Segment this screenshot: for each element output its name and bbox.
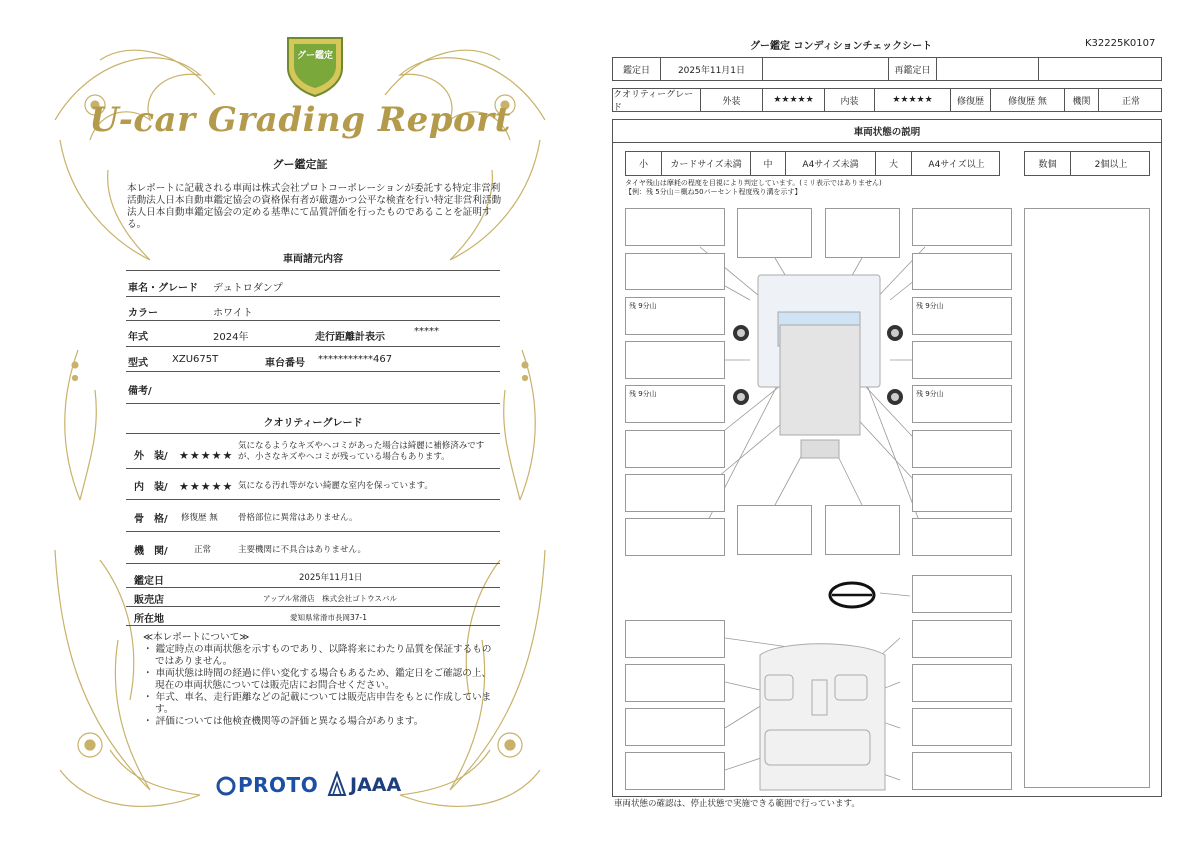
odometer-label: 走行距離計表示 bbox=[315, 332, 385, 343]
legend-count: 数個 bbox=[1025, 152, 1071, 175]
damage-box bbox=[625, 518, 725, 556]
damage-box bbox=[625, 474, 725, 512]
script-title: U-car Grading Report bbox=[89, 100, 511, 140]
dealer-label: 販売店 bbox=[134, 595, 164, 606]
tire-box bbox=[625, 297, 725, 335]
tire-box bbox=[625, 385, 725, 423]
divider bbox=[126, 468, 500, 469]
exterior-stars: ★★★★★ bbox=[179, 449, 234, 462]
damage-box bbox=[912, 430, 1012, 468]
model-value: XZU675T bbox=[172, 354, 219, 365]
exterior-description: 気になるようなキズやヘコミがあった場合は綺麗に補修済みですが、小さなキズやヘコミが残っている場合もあります。 bbox=[238, 441, 485, 462]
damage-box bbox=[912, 518, 1012, 556]
divider bbox=[126, 296, 500, 297]
quality-section-heading: クオリティーグレード bbox=[263, 418, 363, 429]
jaaa-logo-icon bbox=[327, 771, 347, 797]
damage-box bbox=[912, 341, 1012, 379]
certificate-title: グー鑑定証 bbox=[272, 158, 328, 171]
engine-label: 機関 bbox=[1065, 89, 1099, 111]
tire-tread-label: 残 9分山 bbox=[916, 302, 944, 310]
notes-heading: ≪本レポートについて≫ bbox=[143, 632, 250, 643]
divider bbox=[126, 433, 500, 434]
report-notes bbox=[143, 632, 493, 728]
tire-box bbox=[912, 297, 1012, 335]
engine-description: 主要機関に不具合はありません。 bbox=[238, 545, 367, 555]
engine-value: 正常 bbox=[194, 545, 212, 555]
divider bbox=[126, 587, 500, 588]
interior-description: 気になる汚れ等がない綺麗な室内を保っています。 bbox=[238, 481, 433, 491]
name-label: 車名・グレード bbox=[128, 283, 198, 294]
divider bbox=[126, 270, 500, 271]
divider bbox=[126, 403, 500, 404]
interior-box bbox=[912, 664, 1012, 702]
year-label: 年式 bbox=[128, 332, 148, 343]
history-label: 修復歴 bbox=[951, 89, 991, 111]
tread-note-line: タイヤ残山は摩耗の程度を目視により判定しています。(ミリ表示ではありません) bbox=[625, 179, 882, 187]
re-date-label: 再鑑定日 bbox=[889, 58, 937, 80]
condition-check-sheet bbox=[600, 0, 1200, 848]
interior-box bbox=[912, 708, 1012, 746]
damage-box bbox=[625, 253, 725, 290]
interior-box bbox=[625, 664, 725, 702]
divider bbox=[126, 531, 500, 532]
legend-small-desc: カードサイズ未満 bbox=[662, 152, 751, 175]
damage-box bbox=[737, 208, 812, 258]
damage-box bbox=[625, 430, 725, 468]
exterior-stars: ★★★★★ bbox=[763, 89, 825, 111]
damage-box bbox=[912, 208, 1012, 246]
divider bbox=[126, 346, 500, 347]
damage-box bbox=[625, 208, 725, 246]
odometer-value: ***** bbox=[414, 326, 439, 337]
tread-note-line: 【例：残 5分山＝概ね50パーセント程度残り溝を示す】 bbox=[625, 188, 802, 196]
status-heading: 車両状態の説明 bbox=[612, 119, 1162, 143]
legend-count-desc: 2個以上 bbox=[1094, 160, 1128, 170]
damage-box bbox=[912, 253, 1012, 290]
damage-box bbox=[825, 505, 900, 555]
chassis-value: ***********467 bbox=[318, 354, 393, 365]
note-item: ・ 年式、車名、走行距離などの記載については販売店申告をもとに作成しています。 bbox=[143, 692, 492, 715]
damage-box bbox=[825, 208, 900, 258]
note-item: ・ 鑑定時点の車両状態を示すものであり、以降将来にわたり品質を保証するものではありません。 bbox=[143, 644, 492, 667]
frame-value: 修復歴 無 bbox=[181, 513, 218, 523]
exterior-label: 外 装/ bbox=[134, 451, 168, 462]
interior-stars: ★★★★★ bbox=[179, 480, 234, 493]
divider bbox=[126, 499, 500, 500]
legend-large-desc: A4サイズ以上 bbox=[928, 160, 985, 170]
damage-box bbox=[912, 575, 1012, 613]
legend-medium: 中 bbox=[751, 152, 786, 175]
date-label: 鑑定日 bbox=[613, 58, 661, 80]
sheet-title: グー鑑定 コンディションチェックシート bbox=[750, 41, 933, 52]
divider bbox=[126, 371, 500, 372]
address-value: 愛知県常滑市長岡37-1 bbox=[290, 613, 368, 622]
note-item: ・ 評価については他検査機関等の評価と異なる場合があります。 bbox=[143, 716, 424, 727]
frame-label: 骨 格/ bbox=[134, 514, 168, 525]
damage-box bbox=[625, 341, 725, 379]
interior-box bbox=[625, 752, 725, 790]
name-value: デュトロダンプ bbox=[213, 283, 283, 294]
document-id: K32225K0107 bbox=[1085, 38, 1156, 49]
goo-kantei-badge bbox=[288, 38, 342, 96]
tire-tread-label: 残 9分山 bbox=[916, 390, 944, 398]
jaaa-logo: JAAA bbox=[350, 774, 402, 796]
color-value: ホワイト bbox=[213, 308, 253, 319]
exterior-label: 外装 bbox=[701, 89, 763, 111]
proto-logo: PROTO bbox=[238, 773, 319, 797]
year-value: 2024年 bbox=[213, 332, 249, 343]
interior-box bbox=[912, 752, 1012, 790]
history-value: 修復歴 無 bbox=[991, 89, 1065, 111]
interior-stars: ★★★★★ bbox=[875, 89, 951, 111]
badge-text: グー鑑定 bbox=[296, 51, 333, 61]
divider bbox=[126, 563, 500, 564]
divider bbox=[126, 320, 500, 321]
chassis-label: 車台番号 bbox=[265, 358, 305, 369]
remarks-label: 備考/ bbox=[128, 386, 152, 397]
address-label: 所在地 bbox=[134, 614, 164, 625]
proto-logo-icon bbox=[216, 776, 238, 796]
tire-tread-label: 残 9分山 bbox=[629, 390, 657, 398]
frame-description: 骨格部位に異常はありません。 bbox=[238, 513, 358, 523]
tire-box bbox=[912, 385, 1012, 423]
grade-label: クオリティーグレード bbox=[613, 89, 701, 111]
legend-small: 小 bbox=[626, 152, 662, 175]
interior-box bbox=[912, 620, 1012, 658]
interior-label: 内装 bbox=[825, 89, 875, 111]
interior-box bbox=[625, 620, 725, 658]
interior-box bbox=[625, 708, 725, 746]
legend-medium-desc: A4サイズ未満 bbox=[786, 152, 876, 175]
interior-label: 内 装/ bbox=[134, 482, 168, 493]
model-label: 型式 bbox=[128, 358, 148, 369]
date-value: 2025年11月1日 bbox=[661, 58, 763, 80]
divider bbox=[126, 606, 500, 607]
bottom-note: 車両状態の確認は、停止状態で実施できる範囲で行っています。 bbox=[614, 799, 860, 809]
note-item: ・ 車両状態は時間の経過に伴い変化する場合もあるため、鑑定日をご確認の上、現在の車両状態については販売店にお問合せください。 bbox=[143, 668, 492, 691]
color-label: カラー bbox=[128, 308, 158, 319]
date-value: 2025年11月1日 bbox=[299, 573, 363, 583]
tire-tread-label: 残 9分山 bbox=[629, 302, 657, 310]
spec-section-heading: 車両諸元内容 bbox=[283, 254, 343, 265]
certificate-intro: 本レポートに記載される車両は株式会社プロトコーポレーションが委託する特定非営利活動法人日本自動車鑑定協会の資格保有者が厳選かつ公平な検査を行い特定非営利活動法人日本自動車鑑定協会の定める基準にて品質評価を行ったものであることを証明する。 bbox=[127, 183, 502, 230]
damage-box bbox=[912, 474, 1012, 512]
engine-value: 正常 bbox=[1121, 96, 1140, 107]
engine-label: 機 関/ bbox=[134, 546, 168, 557]
legend-large: 大 bbox=[876, 152, 912, 175]
divider bbox=[126, 625, 500, 626]
date-label: 鑑定日 bbox=[134, 576, 164, 587]
damage-box bbox=[737, 505, 812, 555]
dealer-value: アップル常滑店 株式会社ゴトウスバル bbox=[263, 594, 397, 603]
